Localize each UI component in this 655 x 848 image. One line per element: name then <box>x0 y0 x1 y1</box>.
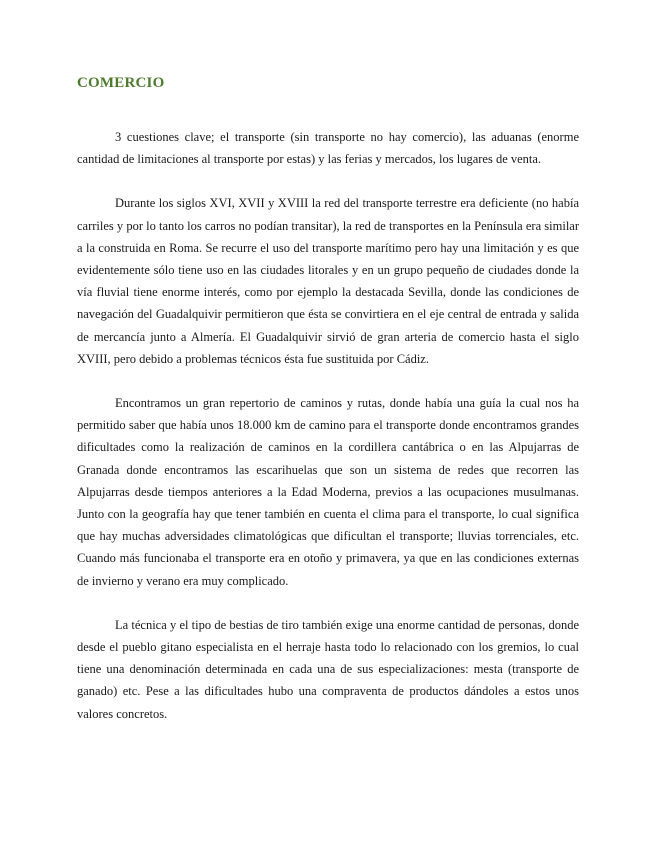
paragraph-3: Encontramos un gran repertorio de caminos y rutas, donde había una guía la cual nos ha permitido saber que había unos 18.000 km de camino para el transporte donde encontramos grandes dificultades como la realización de caminos en la cordillera cantábrica o en las Alpujarras de Granada donde encontramos las escarihuelas que son un sistema de redes que recorren las Alpujarras desde tiempos anteriores a la Edad Moderna, previos a las ocupaciones musulmanas. Junto con la geografía hay que tener también en cuenta el clima para el transporte, lo cual significa que hay muchas adversidades climatológicas que dificultan el transporte; lluvias torrenciales, etc. Cuando más funcionaba el transporte era en otoño y primavera, ya que en las condiciones externas de invierno y verano era muy complicado. <box>77 396 579 588</box>
paragraph-2: Durante los siglos XVI, XVII y XVIII la red del transporte terrestre era deficiente (no había carriles y por lo tanto los carros no podían transitar), la red de transportes en la Península era similar a la construida en Roma. Se recurre el uso del transporte marítimo pero hay una limitación y es que evidentemente sólo tiene uso en las ciudades litorales y en un grupo pequeño de ciudades donde la vía fluvial tiene enorme interés, como por ejemplo la destacada Sevilla, donde las condiciones de navegación del Guadalquivir permitieron que ésta se convirtiera en el eje central de entrada y salida de mercancía junto a Almería. El Guadalquivir sirvió de gran arteria de comercio hasta el siglo XVIII, pero debido a problemas técnicos ésta fue sustituida por Cádiz. <box>77 196 579 366</box>
section-heading: COMERCIO <box>77 75 165 91</box>
paragraph-1: 3 cuestiones clave; el transporte (sin transporte no hay comercio), las aduanas (enorme cantidad de limitaciones al transporte por estas) y las ferias y mercados, los lugares de venta. <box>77 130 579 167</box>
paragraph-4: La técnica y el tipo de bestias de tiro también exige una enorme cantidad de personas, donde desde el pueblo gitano especialista en el herraje hasta todo lo relacionado con los gremios, lo cual tiene una denominación determinada en cada una de sus especializaciones: mesta (transporte de ganado) etc. Pese a las dificultades hubo una compraventa de productos dándoles a estos unos valores concretos. <box>77 617 579 721</box>
